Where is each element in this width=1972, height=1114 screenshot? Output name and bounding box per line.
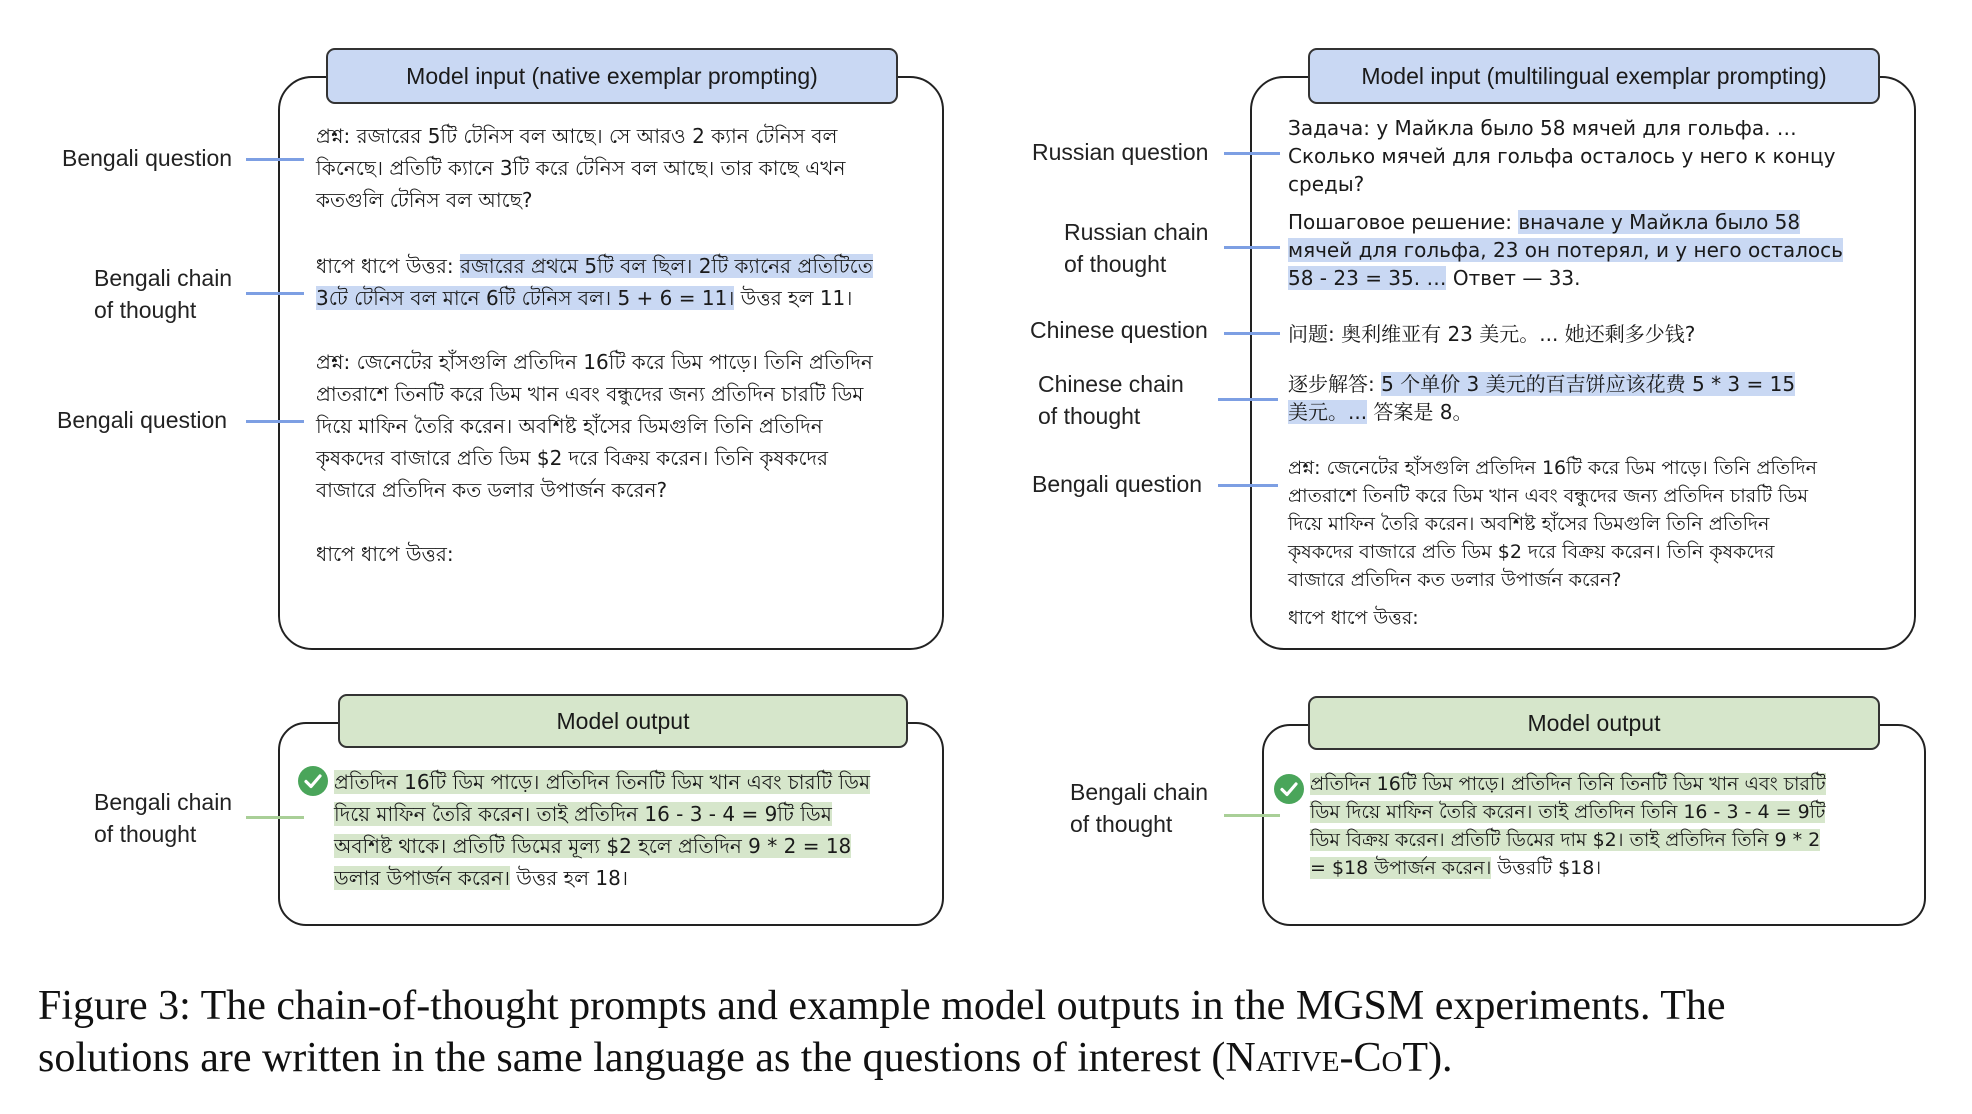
label-chinese-cot: Chinese chain of thought (1038, 371, 1184, 429)
label-russian-cot: Russian chain of thought (1064, 219, 1209, 277)
connector (1224, 332, 1280, 335)
right-output-text: প্রতিদিন 16টি ডিম পাড়ে। প্রতিদিন তিনি তিনটি ডিম খান এবং চারটি ডিম দিয়ে মাফিন তৈরি করেন। তাই প্রতিদিন তিনি 16 - 3 - 4 = 9টি ডিম বিক্রয় করেন। প্রতিটি ডিমের দাম $2। তাই প্রতিদিন তিনি 9 * 2 = $18 উপার্জন করেন। উত্তরটি $18। (1310, 773, 1826, 879)
right-output-title: Model output (1308, 696, 1880, 750)
connector (246, 292, 304, 295)
connector (246, 816, 304, 819)
left-output-title: Model output (338, 694, 908, 748)
check-icon (1274, 774, 1304, 804)
label-russian-question: Russian question (1032, 139, 1209, 165)
left-input-title: Model input (native exemplar prompting) (326, 48, 898, 104)
right-russian-cot: Пошаговое решение: вначале у Майкла было 58 мячей для гольфа, 23 он потерял, и у него осталось 58 - 23 = 35. … Ответ — 33. (1288, 210, 1843, 290)
connector (1224, 814, 1280, 817)
left-answer-prompt: ধাপে ধাপে উত্তর: (316, 542, 454, 566)
connector (246, 420, 304, 423)
check-icon (298, 766, 328, 796)
connector (1218, 484, 1278, 487)
label-bengali-cot: Bengali chain of thought (94, 265, 233, 323)
label-bengali-question-1: Bengali question (62, 145, 233, 171)
label-output-bengali-cot: Bengali chain of thought (94, 789, 233, 847)
right-russian-question: Задача: у Майкла было 58 мячей для гольфа. … Сколько мячей для гольфа осталось у него к концу среды? (1288, 116, 1836, 196)
right-answer-prompt: ধাপে ধাপে উত্তর: (1288, 607, 1419, 629)
label-bengali-question-right: Bengali question (1032, 471, 1203, 497)
label-chinese-question: Chinese question (1030, 317, 1208, 343)
left-output-text: প্রতিদিন 16টি ডিম পাড়ে। প্রতিদিন তিনটি ডিম খান এবং চারটি ডিম দিয়ে মাফিন তৈরি করেন। তাই প্রতিদিন 16 - 3 - 4 = 9টি ডিম অবশিষ্ট থাকে। প্রতিটি ডিমের মূল্য $2 হলে প্রতিদিন 9 * 2 = 18 ডলার উপার্জন করেন। উত্তর হল 18। (334, 770, 871, 890)
connector (246, 158, 304, 161)
connector (1218, 398, 1278, 401)
label-output-bengali-cot-right: Bengali chain of thought (1070, 779, 1209, 837)
right-chinese-cot: 逐步解答: 5 个单价 3 美元的百吉饼应该花费 5 * 3 = 15 美元。... 答案是 8。 (1288, 372, 1796, 424)
connector (1224, 246, 1280, 249)
right-input-title: Model input (multilingual exemplar prompting) (1308, 48, 1880, 104)
left-bengali-question-2: প্রশ্ন: জেনেটের হাঁসগুলি প্রতিদিন 16টি করে ডিম পাড়ে। তিনি প্রতিদিন প্রাতরাশে তিনটি করে ডিম খান এবং বন্ধুদের জন্য প্রতিদিন চারটি ডিম দিয়ে মাফিন তৈরি করেন। অবশিষ্ট হাঁসের ডিমগুলি তিনি প্রতিদিন কৃষকদের বাজারে প্রতি ডিম $2 দরে বিক্রয় করেন। তিনি কৃষকদের বাজারে প্রতিদিন কত ডলার উপার্জন করেন? (316, 350, 873, 502)
label-bengali-question-2: Bengali question (57, 407, 228, 433)
right-chinese-question: 问题: 奥利维亚有 23 美元。... 她还剩多少钱? (1288, 322, 1696, 346)
left-bengali-question-1: প্রশ্ন: রজারের 5টি টেনিস বল আছে। সে আরও 2 ক্যান টেনিস বল কিনেছে। প্রতিটি ক্যানে 3টি করে টেনিস বল আছে। তার কাছে এখন কতগুলি টেনিস বল আছে? (316, 124, 846, 212)
right-bengali-question: প্রশ্ন: জেনেটের হাঁসগুলি প্রতিদিন 16টি করে ডিম পাড়ে। তিনি প্রতিদিন প্রাতরাশে তিনটি করে ডিম খান এবং বন্ধুদের জন্য প্রতিদিন চারটি ডিম দিয়ে মাফিন তৈরি করেন। অবশিষ্ট হাঁসের ডিমগুলি তিনি প্রতিদিন কৃষকদের বাজারে প্রতি ডিম $2 দরে বিক্রয় করেন। তিনি কৃষকদের বাজারে প্রতিদিন কত ডলার উপার্জন করেন? (1288, 457, 1817, 591)
connector (1224, 152, 1280, 155)
left-bengali-cot: ধাপে ধাপে উত্তর: রজারের প্রথমে 5টি বল ছিল। 2টি ক্যানের প্রতিটিতে 3টে টেনিস বল মানে 6টি টেনিস বল। 5 + 6 = 11। উত্তর হল 11। (316, 254, 873, 310)
figure-caption: Figure 3: The chain-of-thought prompts and example model outputs in the MGSM experiments. The solutions are written in the same language as the questions of interest (Native-CoT). (38, 983, 1726, 1081)
